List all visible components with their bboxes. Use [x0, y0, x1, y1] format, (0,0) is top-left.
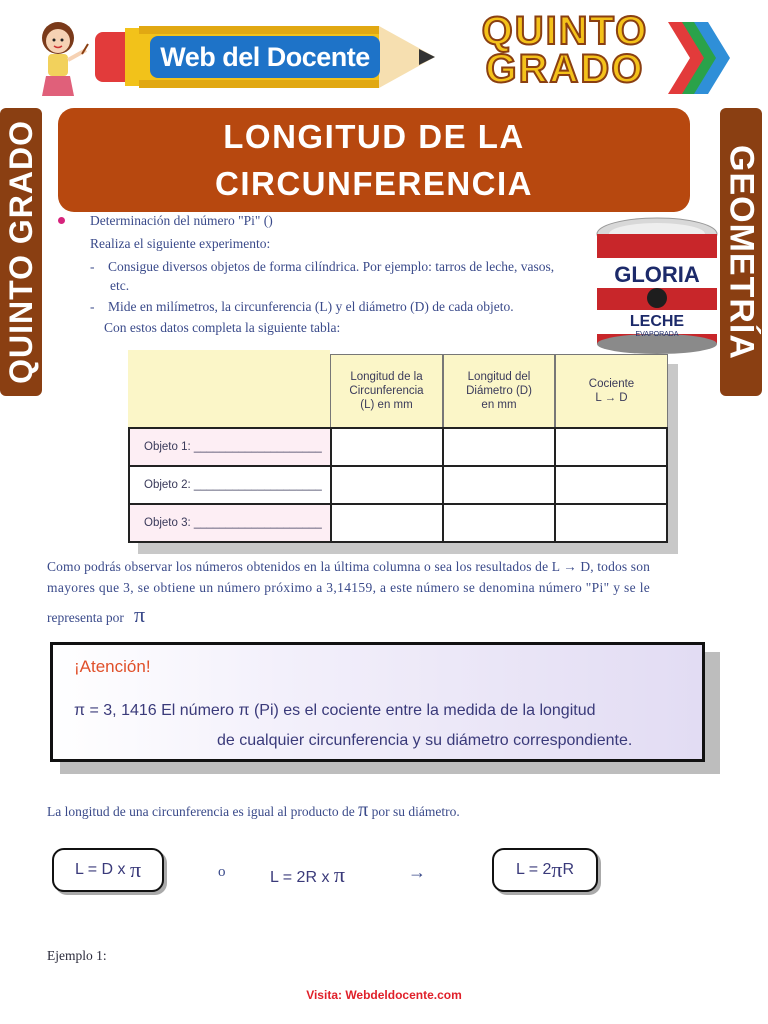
side-banner-grade: QUINTO GRADO — [0, 108, 42, 396]
can-sub: EVAPORADA — [635, 331, 679, 338]
side-banner-subject: GEOMETRÍA — [720, 108, 762, 396]
chevrons-icon — [668, 22, 730, 94]
cell-3-Q[interactable] — [554, 503, 668, 543]
attention-line2: de cualquier circunferencia y su diámetro correspondiente. — [217, 732, 633, 749]
formula-2: L = 2R x π — [270, 862, 345, 887]
footer-link[interactable]: Visita: Webdeldocente.com — [306, 988, 462, 1002]
table-instruction: Con estos datos completa la siguiente tabla: — [104, 320, 341, 335]
cell-2-D[interactable] — [442, 465, 556, 505]
formula-intro-text: La longitud de una circunferencia es igual al producto de π por su diámetro. — [47, 799, 460, 821]
header-quotient: Cociente L → D — [555, 354, 668, 428]
arrow-icon: → — [408, 862, 426, 882]
step-1-text: Consigue diversos objetos de forma cilíndrica. Por ejemplo: tarros de leche, vasos, — [108, 259, 555, 274]
cell-2-L[interactable] — [330, 465, 444, 505]
example-label: Ejemplo 1: — [47, 948, 107, 963]
page-title — [58, 108, 690, 212]
step-2-dash: - — [90, 299, 95, 314]
attention-title: ¡Atención! — [74, 657, 151, 676]
can-label: LECHE — [629, 313, 685, 330]
title-line2: CIRCUNFERENCIA — [215, 165, 533, 202]
bullet-dot — [58, 217, 65, 224]
experiment-text: Realiza el siguiente experimento: — [90, 236, 271, 251]
cell-2-Q[interactable] — [554, 465, 668, 505]
cell-3-D[interactable] — [442, 503, 556, 543]
title-line1: LONGITUD DE LA — [223, 118, 525, 155]
formula-box-1: L = D x π — [52, 848, 164, 892]
milk-can-image — [594, 214, 720, 358]
header-diameter: Longitud del Diámetro (D) en mm — [443, 354, 555, 428]
site-logo-text: Web del Docente — [150, 36, 380, 78]
pi-heading: Determinación del número "Pi" () — [90, 213, 273, 228]
step-1-text-cont: etc. — [110, 278, 130, 293]
cell-1-L[interactable] — [330, 427, 444, 467]
row-label-1: Objeto 1: ____________________ — [128, 427, 332, 467]
paragraph-line1: Como podrás observar los números obtenidos en la última columna o sea los resultados de L → D, todos son — [47, 559, 651, 574]
cell-3-L[interactable] — [330, 503, 444, 543]
table-corner — [128, 350, 330, 428]
formula-box-3: L = 2 π R — [492, 848, 598, 892]
header-circumference: Longitud de la Circunferencia (L) en mm — [330, 354, 443, 428]
grade-line2: GRADO — [485, 47, 645, 91]
step-2-text: Mide en milímetros, la circunferencia (L) y el diámetro (D) de cada objeto. — [108, 299, 514, 314]
paragraph-line3: representa por — [47, 610, 124, 625]
pi-symbol-inline: π — [358, 799, 369, 821]
attention-line1: π = 3, 1416 El número π (Pi) es el cociente entre la medida de la longitud — [74, 702, 596, 719]
row-label-2: Objeto 2: ____________________ — [128, 465, 332, 505]
or-text: o — [218, 864, 226, 880]
cell-1-D[interactable] — [442, 427, 556, 467]
step-1-dash: - — [90, 259, 95, 274]
grade-line1: QUINTO — [481, 9, 649, 53]
teacher-illustration — [30, 14, 90, 104]
pi-symbol: π — [134, 602, 146, 627]
row-label-3: Objeto 3: ____________________ — [128, 503, 332, 543]
paragraph-line2: mayores que 3, se obtiene un número próximo a 3,14159, a este número se denomina número "Pi" y se le — [47, 580, 651, 595]
grade-logo — [440, 9, 690, 102]
cell-1-Q[interactable] — [554, 427, 668, 467]
can-brand: GLORIA — [614, 262, 700, 287]
